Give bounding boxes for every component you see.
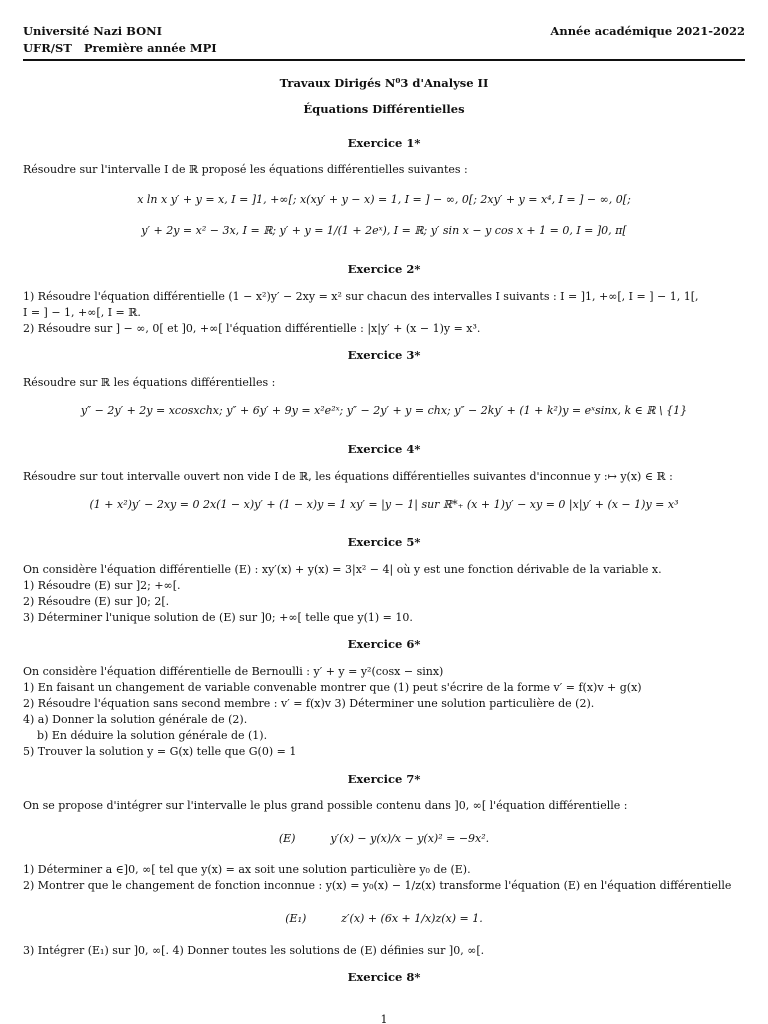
exercise-5-title: Exercice 5* [347,535,421,549]
exercise-7-intro: On se propose d'intégrer sur l'intervalle le plus grand possible contenu dans ]0, ∞[ l'équation différentielle : [23,799,628,812]
exercise-3-title: Exercice 3* [347,348,421,362]
exercise-6-line5: b) En déduire la solution générale de (1). [37,729,268,742]
exercise-6-title: Exercice 6* [347,637,421,651]
exercise-8-title: Exercice 8* [347,970,421,984]
page-number: 1 [380,1013,388,1024]
faculty-class: UFR/ST Première année MPI [23,41,217,55]
document-title: Travaux Dirigés N⁰3 d'Analyse II [279,76,489,90]
exercise-2-title: Exercice 2* [347,262,421,276]
exercise-3-equations: y″ − 2y′ + 2y = xcosxchx; y″ + 6y′ + 9y = x²e²ˣ; y″ − 2y′ + y = chx; y″ − 2ky′ + (1 + k²)y = eˣsinx, k ∈ ℝ \ {1} [80,404,688,417]
academic-year: Année académique 2021-2022 [550,24,745,38]
exercise-4-equations: (1 + x²)y′ − 2xy = 0 2x(1 − x)y′ + (1 − x)y = 1 xy′ = |y − 1| sur ℝ*₊ (x + 1)y′ − xy = 0 |x|y′ + (x − 1)y = x³ [89,498,679,511]
exercise-3-intro: Résoudre sur ℝ les équations différentielles : [23,376,276,389]
exercise-1-equations-line2: y′ + 2y = x² − 3x, I = ℝ; y′ + y = 1/(1 + 2eˣ), I = ℝ; y′ sin x − y cos x + 1 = 0, I = ]0, π[ [141,224,627,237]
exercise-4-title: Exercice 4* [347,442,421,456]
exercise-2-line3: 2) Résoudre sur ] − ∞, 0[ et ]0, +∞[ l'équation différentielle : |x|y′ + (x − 1)y = x³. [23,322,481,335]
exercise-2-line2: I = ] − 1, +∞[, I = ℝ. [23,306,141,319]
exercise-4-intro: Résoudre sur tout intervalle ouvert non vide I de ℝ, les équations différentielles suivantes d'inconnue y :↦ y(x) ∈ ℝ : [23,470,673,483]
exercise-5-line2: 1) Résoudre (E) sur ]2; +∞[. [23,579,181,592]
exercise-7-line3: 3) Intégrer (E₁) sur ]0, ∞[. 4) Donner toutes les solutions de (E) définies sur ]0, ∞[. [23,944,485,957]
exercise-1-equations-line1: x ln x y′ + y = x, I = ]1, +∞[; x(xy′ + y − x) = 1, I = ] − ∞, 0[; 2xy′ + y = x⁴, I = ] − ∞, 0[; [137,193,631,206]
exercise-6-line3: 2) Résoudre l'équation sans second membre : v′ = f(x)v 3) Déterminer une solution particulière de (2). [23,697,595,710]
page-header [23,24,745,58]
exercise-6-line1: On considère l'équation différentielle de Bernoulli : y′ + y = y²(cosx − sinx) [23,665,444,678]
exercise-5-line3: 2) Résoudre (E) sur ]0; 2[. [23,595,170,608]
exercise-7-line2: 2) Montrer que le changement de fonction inconnue : y(x) = y₀(x) − 1/z(x) transforme l'équation (E) en l'équation différentielle [23,879,732,892]
exercise-7-title: Exercice 7* [347,772,421,786]
exercise-6-line4: 4) a) Donner la solution générale de (2). [23,713,248,726]
exercise-5-line4: 3) Déterminer l'unique solution de (E) sur ]0; +∞[ telle que y(1) = 10. [23,611,413,624]
exercise-6-line2: 1) En faisant un changement de variable convenable montrer que (1) peut s'écrire de la forme v′ = f(x)v + g(x) [23,681,642,694]
exercise-1-title: Exercice 1* [347,136,421,150]
exercise-5-line1: On considère l'équation différentielle (E) : xy′(x) + y(x) = 3|x² − 4| où y est une fonction dérivable de la variable x. [23,563,662,576]
university-name: Université Nazi BONI [23,24,162,38]
exercise-7-line1: 1) Déterminer a ∈]0, ∞[ tel que y(x) = ax soit une solution particulière y₀ de (E). [23,863,471,876]
header-rule [23,59,745,61]
exercise-6-line6: 5) Trouver la solution y = G(x) telle que G(0) = 1 [23,745,297,758]
exercise-2-line1: 1) Résoudre l'équation différentielle (1 − x²)y′ − 2xy = x² sur chacun des intervalles I suivants : I = ]1, +∞[, I = ] − 1, 1[, [23,290,699,303]
exercise-1-intro: Résoudre sur l'intervalle I de ℝ proposé les équations différentielles suivantes : [23,163,468,176]
exercise-7-equation-E: (E) y′(x) − y(x)/x − y(x)² = −9x². [278,832,490,845]
document-subtitle: Équations Différentielles [303,102,465,116]
exercise-7-equation-E1: (E₁) z′(x) + (6x + 1/x)z(x) = 1. [285,912,483,925]
